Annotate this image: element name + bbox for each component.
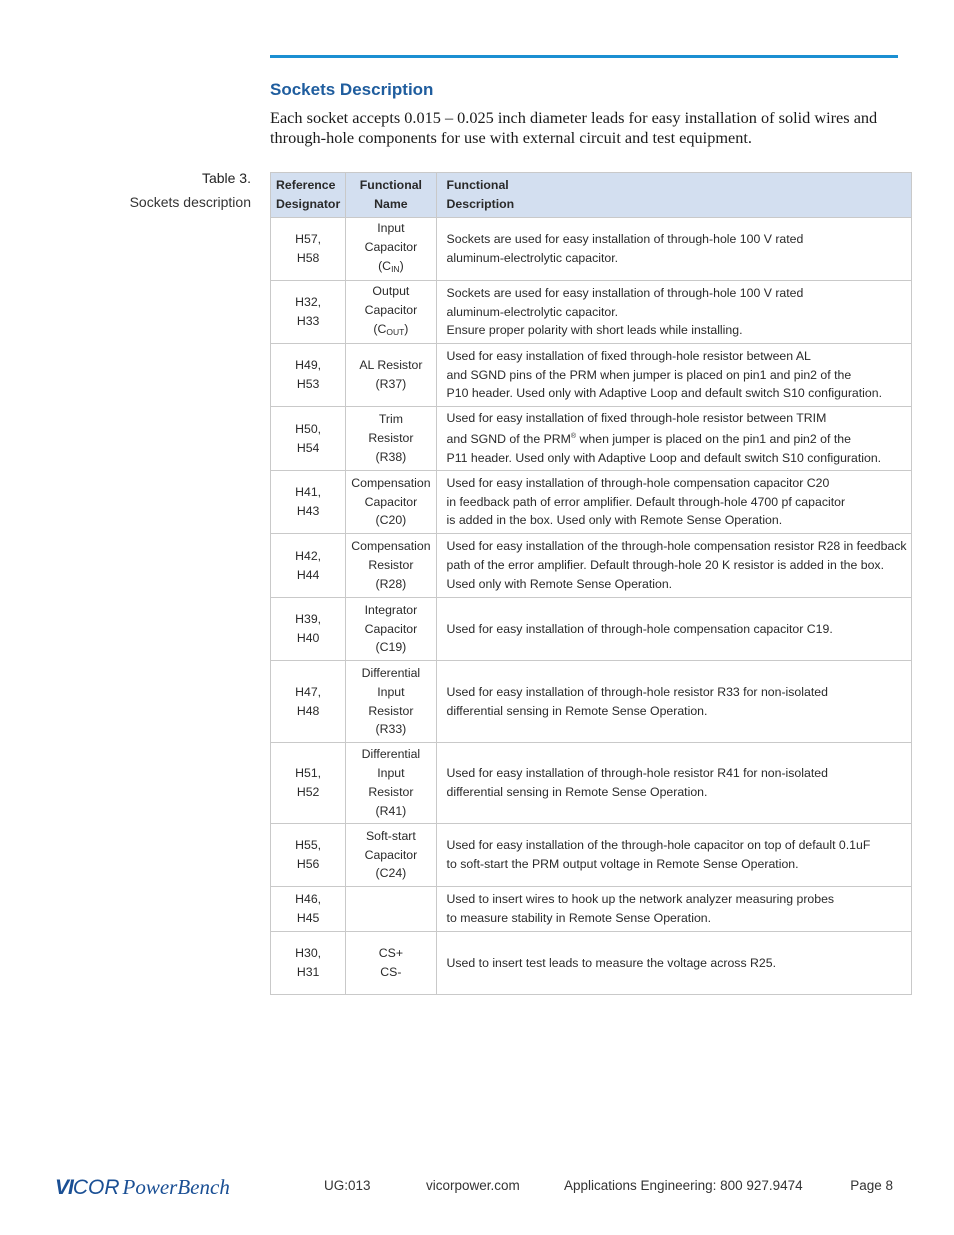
ref-cell: H41, H43 xyxy=(271,471,346,534)
ref-cell: H30, H31 xyxy=(271,932,346,995)
footer-page-number: Page 8 xyxy=(850,1178,893,1193)
table-row xyxy=(271,661,912,743)
desc-cell: Used for easy installation of through-hole resistor R33 for non-isolated differential sensing in Remote Sense Operation. xyxy=(436,661,911,743)
name-cell: Compensation Capacitor (C20) xyxy=(346,471,436,534)
footer-phone: Applications Engineering: 800 927.9474 xyxy=(564,1178,803,1193)
table-caption-label: Table 3. xyxy=(201,170,251,186)
table-row xyxy=(271,471,912,534)
header-functional-description: Functional Description xyxy=(436,173,911,218)
ref-cell: H51, H52 xyxy=(271,743,346,824)
name-cell: CS+ CS- xyxy=(346,932,436,995)
ref-cell: H50, H54 xyxy=(271,407,346,471)
table-row xyxy=(271,218,912,281)
table-row xyxy=(271,743,912,824)
sockets-table xyxy=(270,172,912,995)
ref-cell: H57, H58 xyxy=(271,218,346,281)
desc-cell: Used to insert test leads to measure the voltage across R25. xyxy=(436,932,911,995)
header-reference-designator: Reference Designator xyxy=(271,173,346,218)
vicor-powerbench-logo xyxy=(55,1175,230,1200)
ref-cell: H55, H56 xyxy=(271,824,346,887)
name-cell: Output Capacitor $(C_{OUT})$ xyxy=(346,281,436,344)
ref-cell: H39, H40 xyxy=(271,598,346,661)
desc-cell: Used for easy installation of through-hole compensation capacitor C19. xyxy=(436,598,911,661)
desc-cell: Used for easy installation of fixed through-hole resistor between AL and SGND pins of the PRM when jumper is placed on pin1 and pin2 of the P10 header. Used only with Adaptive Loop and default switch S10 configuration. xyxy=(436,344,911,407)
name-cell: Soft-start Capacitor (C24) xyxy=(346,824,436,887)
table-row xyxy=(271,824,912,887)
table-row xyxy=(271,281,912,344)
name-cell: Input Capacitor $(C_{IN})$ xyxy=(346,218,436,281)
table-row xyxy=(271,534,912,598)
logo-brand-cor: COR xyxy=(72,1176,120,1199)
desc-cell: Sockets are used for easy installation of through-hole 100 V rated aluminum-electrolytic capacitor. Ensure proper polarity with short leads while installing. xyxy=(436,281,911,344)
name-cell: Differential Input Resistor (R33) xyxy=(346,661,436,743)
name-cell: AL Resistor (R37) xyxy=(346,344,436,407)
ref-cell: H46, H45 xyxy=(271,887,346,932)
desc-cell: Sockets are used for easy installation of through-hole 100 V rated aluminum-electrolytic capacitor. xyxy=(436,218,911,281)
header-functional-name: Functional Name xyxy=(346,173,436,218)
table-row xyxy=(271,932,912,995)
table-row xyxy=(271,887,912,932)
footer-doc-id: UG:013 xyxy=(324,1178,371,1193)
desc-cell: Used for easy installation of fixed through-hole resistor between TRIM and SGND of the PRM® when jumper is placed on the pin1 and pin2 of the P11 header. Used only with Adaptive Loop and default switch S10 configuration. xyxy=(436,407,911,471)
name-cell: Integrator Capacitor (C19) xyxy=(346,598,436,661)
intro-paragraph: Each socket accepts 0.015 – 0.025 inch diameter leads for easy installation of solid wires and through-hole components for use with external circuit and test equipment. xyxy=(270,108,878,147)
logo-product: PowerBench xyxy=(122,1175,230,1199)
table-caption-description: Sockets description xyxy=(129,194,251,210)
desc-cell: Used for easy installation of the through-hole compensation resistor R28 in feedback path of the error amplifier. Default through-hole 20 K resistor is added in the box. Used only with Remote Sense Operation. xyxy=(436,534,911,598)
table-row xyxy=(271,407,912,471)
ref-cell: H49, H53 xyxy=(271,344,346,407)
section-title: Sockets Description xyxy=(270,80,434,99)
desc-cell: Used for easy installation of through-hole compensation capacitor C20 in feedback path of error amplifier. Default through-hole 4700 pf capacitor is added in the box. Used only with Remote Sense Operation. xyxy=(436,471,911,534)
logo-brand-vi: VI xyxy=(55,1176,73,1199)
footer-website: vicorpower.com xyxy=(426,1178,520,1193)
desc-cell: Used to insert wires to hook up the network analyzer measuring probes to measure stability in Remote Sense Operation. xyxy=(436,887,911,932)
desc-cell: Used for easy installation of through-hole resistor R41 for non-isolated differential sensing in Remote Sense Operation. xyxy=(436,743,911,824)
table-row xyxy=(271,344,912,407)
name-cell xyxy=(346,887,436,932)
top-rule xyxy=(270,55,898,58)
ref-cell: H42, H44 xyxy=(271,534,346,598)
name-cell: Differential Input Resistor (R41) xyxy=(346,743,436,824)
desc-cell: Used for easy installation of the through-hole capacitor on top of default 0.1uF to soft-start the PRM output voltage in Remote Sense Operation. xyxy=(436,824,911,887)
ref-cell: H32, H33 xyxy=(271,281,346,344)
table-header-row xyxy=(271,173,912,218)
name-cell: Compensation Resistor (R28) xyxy=(346,534,436,598)
ref-cell: H47, H48 xyxy=(271,661,346,743)
table-row xyxy=(271,598,912,661)
name-cell: Trim Resistor (R38) xyxy=(346,407,436,471)
